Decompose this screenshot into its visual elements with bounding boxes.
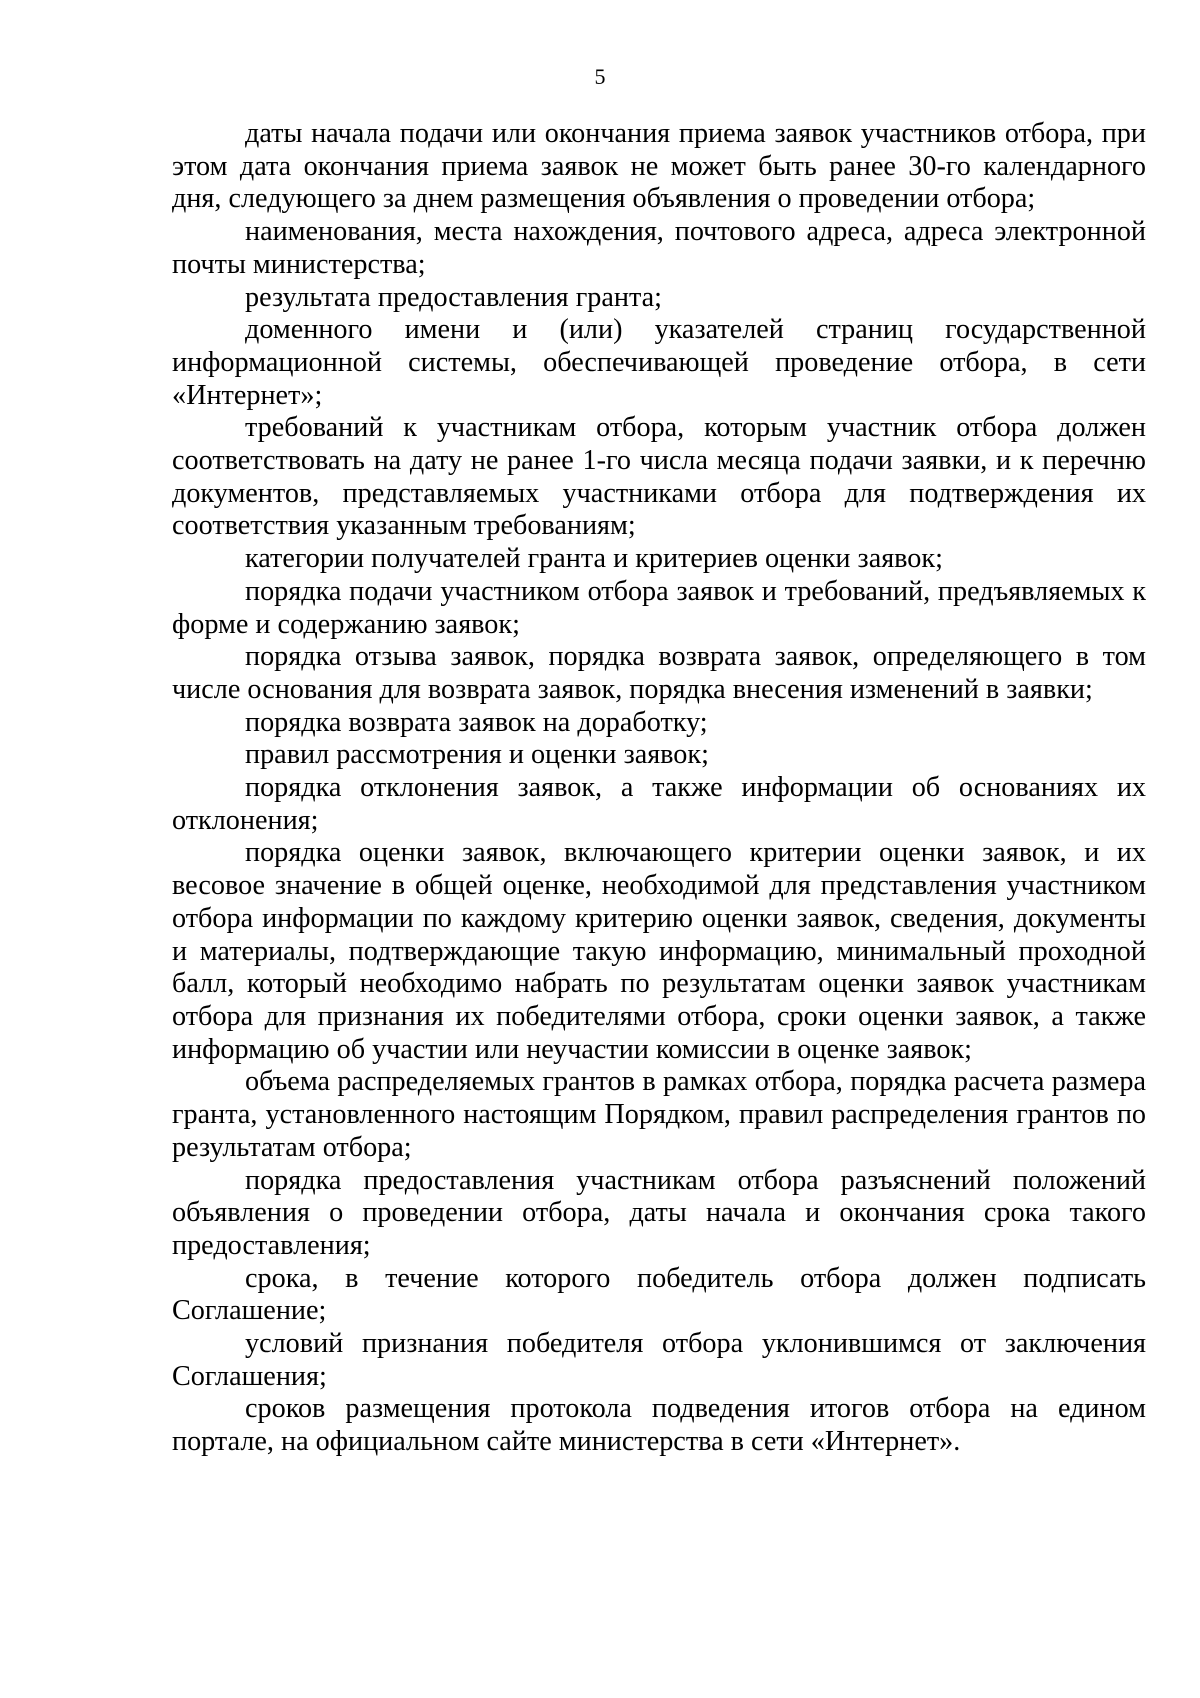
- paragraph-submission-procedure: порядка подачи участником отбора заявок и требований, предъявляемых к форме и содержанию заявок;: [172, 575, 1146, 640]
- paragraph-participant-requirements: требований к участникам отбора, которым участник отбора должен соответствовать на дату не ранее 1-го числа месяца подачи заявки, и к перечню документов, представляемых участниками отбора для подтверждения их соответствия указанным требованиям;: [172, 412, 1146, 542]
- paragraph-recipient-categories: категории получателей гранта и критериев оценки заявок;: [245, 543, 943, 575]
- paragraph-withdrawal-procedure: порядка отзыва заявок, порядка возврата заявок, определяющего в том числе основания для возврата заявок, порядка внесения изменений в заявки;: [172, 641, 1146, 705]
- paragraph-return-for-revision: порядка возврата заявок на доработку;: [245, 706, 708, 738]
- paragraph-clarifications: порядка предоставления участникам отбора разъяснений положений объявления о проведении отбора, даты начала и окончания срока такого предоставления;: [172, 1164, 1146, 1261]
- paragraph-grant-volume: объема распределяемых грантов в рамках отбора, порядка расчета размера гранта, установленного настоящим Порядком, правил распределения грантов по результатам отбора;: [172, 1066, 1146, 1163]
- paragraph-evaluation-procedure: порядка оценки заявок, включающего критерии оценки заявок, и их весовое значение в общей оценке, необходимой для представления участником отбора информации по каждому критерию оценки заявок, сведения, документы и материалы, подтверждающие такую информацию, минимальный проходной балл, который необходимо набрать по результатам оценки заявок участникам отбора для признания их победителями отбора, сроки оценки заявок, а также информацию об участии или неучастии комиссии в оценке заявок;: [172, 837, 1146, 1065]
- paragraph-review-rules: правил рассмотрения и оценки заявок;: [245, 739, 709, 771]
- document-body: [172, 118, 1146, 1459]
- paragraph-protocol-publication: сроков размещения протокола подведения итогов отбора на едином портале, на официальном сайте министерства в сети «Интернет».: [172, 1393, 1146, 1458]
- paragraph-rejection-procedure: порядка отклонения заявок, а также информации об основаниях их отклонения;: [172, 772, 1146, 836]
- paragraph-grant-result: результата предоставления гранта;: [245, 281, 662, 313]
- paragraph-application-dates: даты начала подачи или окончания приема заявок участников отбора, при этом дата окончания приема заявок не может быть ранее 30-го календарного дня, следующего за днем размещения объявления о проведении отбора;: [172, 118, 1146, 215]
- paragraph-evasion-conditions: условий признания победителя отбора уклонившимся от заключения Соглашения;: [172, 1328, 1146, 1392]
- paragraph-signing-deadline: срока, в течение которого победитель отбора должен подписать Соглашение;: [172, 1262, 1146, 1327]
- page-number: 5: [594, 64, 606, 89]
- paragraph-domain-name: доменного имени и (или) указателей страниц государственной информационной системы, обеспечивающей проведение отбора, в сети «Интернет»;: [172, 314, 1146, 411]
- paragraph-ministry-contacts: наименования, места нахождения, почтового адреса, адреса электронной почты министерства;: [172, 216, 1146, 280]
